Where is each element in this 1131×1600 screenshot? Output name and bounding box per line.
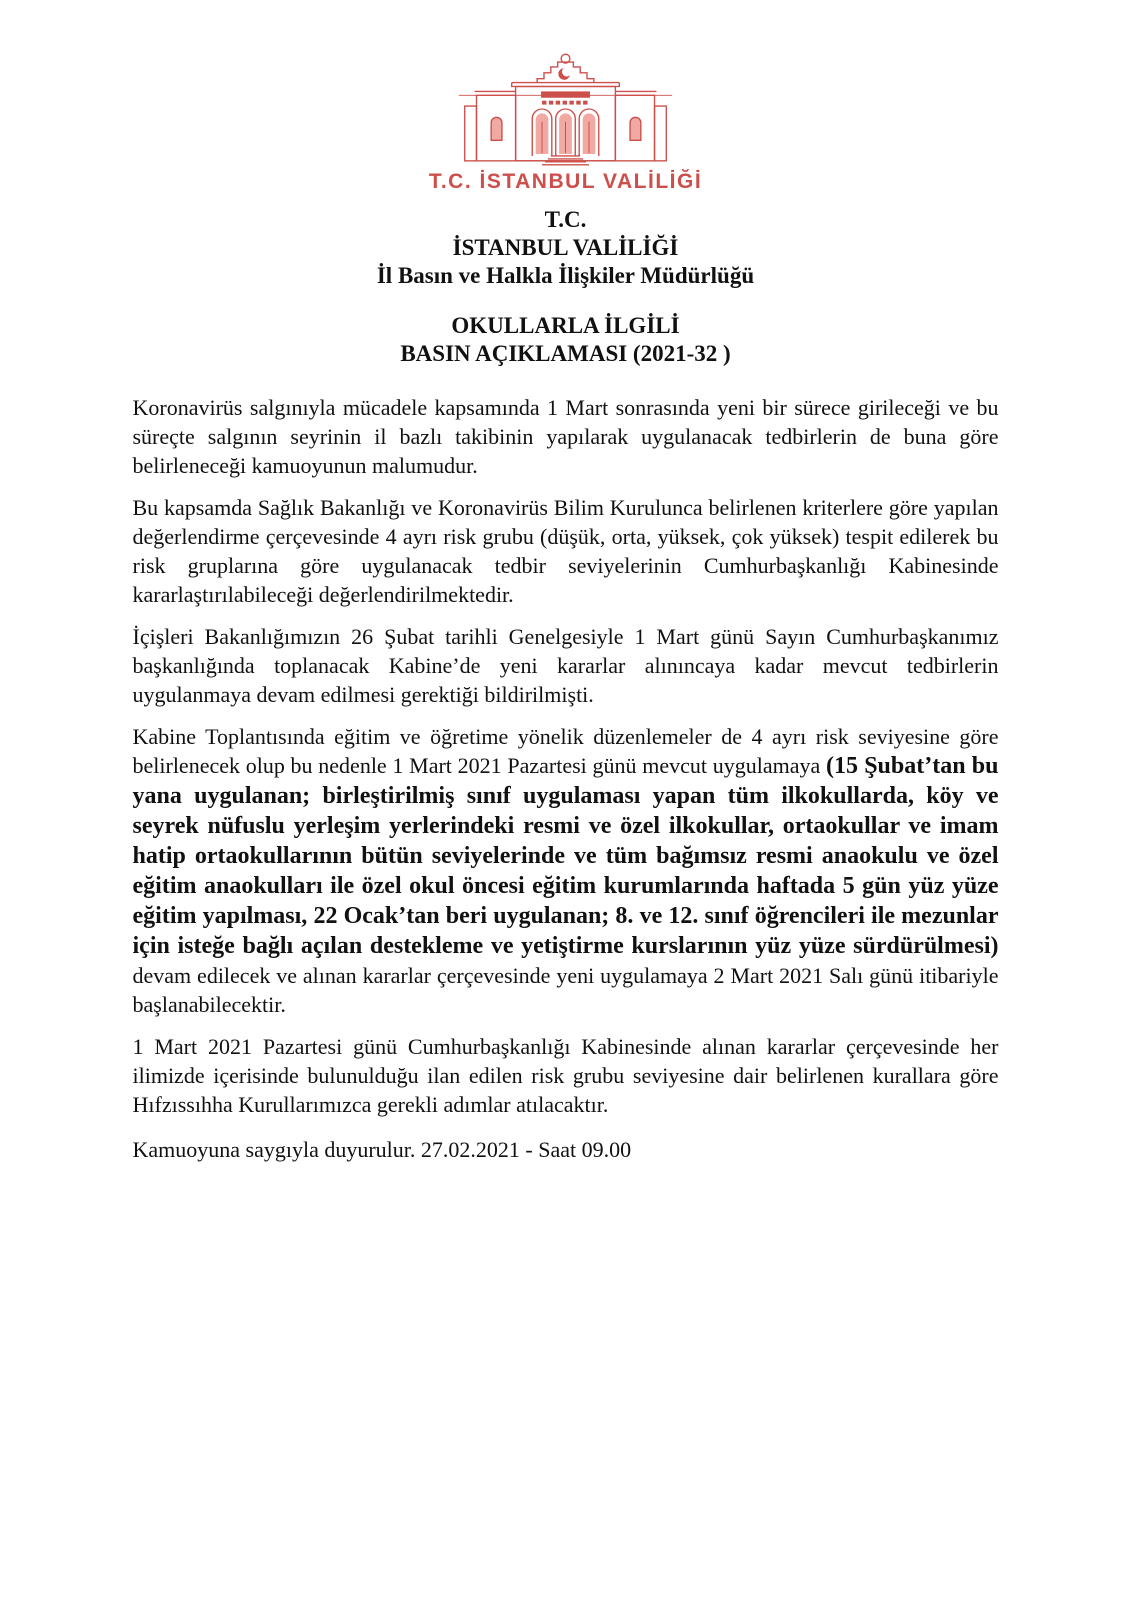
org-directorate: İl Basın ve Halkla İlişkiler Müdürlüğü	[376, 263, 755, 288]
subject-release-number: BASIN AÇIKLAMASI (2021-32 )	[400, 341, 731, 366]
istanbul-governorship-logo	[0, 50, 1131, 194]
org-block	[0, 206, 1131, 290]
closing-line: Kamuoyuna saygıyla duyurulur. 27.02.2021 - Saat 09.00	[132, 1137, 632, 1162]
letterhead	[0, 50, 1131, 368]
paragraph-4	[133, 722, 999, 1019]
paragraph-1: Koronavirüs salgınıyla mücadele kapsamında 1 Mart sonrasında yeni bir sürece girileceği ve bu süreçte salgının seyrinin il bazlı takibinin yapılarak uygulanacak tedbirlerin de buna göre belirleneceği kamuoyunun malumudur.	[132, 395, 999, 478]
org-governorship: İSTANBUL VALİLİĞİ	[452, 235, 679, 260]
document-body	[133, 393, 999, 1164]
paragraph-2: Bu kapsamda Sağlık Bakanlığı ve Koronavirüs Bilim Kurulunca belirlenen kriterlere göre yapılan değerlendirme çerçevesinde 4 ayrı risk grubu (düşük, orta, yüksek, çok yüksek) tespit edilerek bu risk gruplarına göre uygulanacak tedbir seviyelerinin Cumhurbaşkanlığı Kabinesinde kararlaştırılabileceği değerlendirilmektedir.	[132, 495, 999, 607]
org-tc: T.C.	[544, 207, 587, 232]
subject-topic: OKULLARLA İLGİLİ	[451, 313, 680, 338]
paragraph-3: İçişleri Bakanlığımızın 26 Şubat tarihli Genelgesiyle 1 Mart günü Sayın Cumhurbaşkanımız başkanlığında toplanacak Kabine’de yeni kararlar alınıncaya kadar mevcut tedbirlerin uygulanmaya devam edilmesi gerektiği bildirilmişti.	[132, 624, 999, 707]
paragraph-4-outro: devam edilecek ve alınan kararlar çerçevesinde yeni uygulamaya 2 Mart 2021 Salı günü itibariyle başlanabilecektir.	[132, 963, 999, 1017]
paragraph-4-bold-inset: (15 Şubat’tan bu yana uygulanan; birleştirilmiş sınıf uygulaması yapan tüm ilkokullarda, köy ve seyrek nüfuslu yerleşim yerlerindeki resmi ve özel ilkokullar, ortaokullar ve imam hatip ortaokullarının bütün seviyelerinde ve tüm bağımsız resmi anaokulu ve özel eğitim anaokulları ile özel okul öncesi eğitim kurumlarında haftada 5 gün yüz yüze eğitim yapılması, 22 Ocak’tan beri uygulanan; 8. ve 12. sınıf öğrencileri ile mezunlar için isteğe bağlı açılan destekleme ve yetiştirme kurslarının yüz yüze sürdürülmesi)	[132, 753, 999, 959]
governorship-building-icon	[453, 50, 678, 168]
subject-block	[0, 312, 1131, 368]
paragraph-5: 1 Mart 2021 Pazartesi günü Cumhurbaşkanlığı Kabinesinde alınan kararlar çerçevesinde her ilimizde içerisinde bulunulduğu ilan edilen risk grubu seviyesine dair belirlenen kurallara göre Hıfzıssıhha Kurullarımızca gerekli adımlar atılacaktır.	[132, 1034, 999, 1117]
paragraph-4-intro: Kabine Toplantısında eğitim ve öğretime yönelik düzenlemeler de 4 ayrı risk seviyesine göre belirlenecek olup bu nedenle 1 Mart 2021 Pazartesi günü mevcut uygulamaya	[132, 724, 999, 778]
logo-caption: T.C. İSTANBUL VALİLİĞİ	[428, 170, 703, 193]
